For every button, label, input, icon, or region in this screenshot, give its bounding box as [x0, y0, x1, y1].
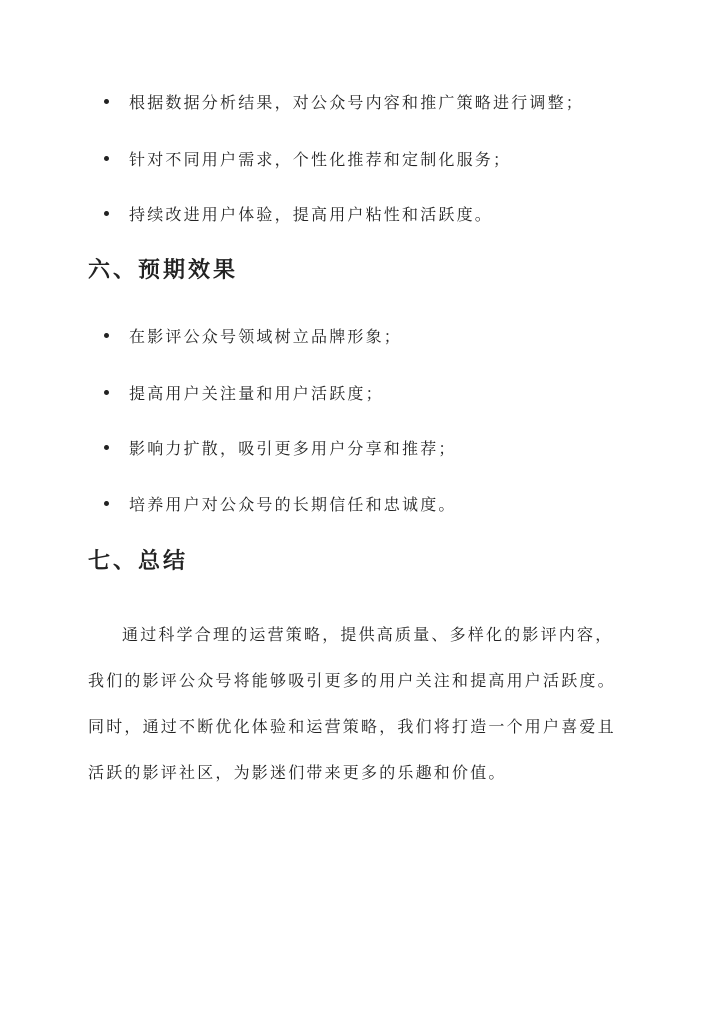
bullet-icon: [104, 211, 109, 216]
list-item: [104, 198, 493, 228]
bullet-icon: [104, 390, 109, 395]
summary-line: 同时，通过不断优化体验和运营策略，我们将打造一个用户喜爱且: [88, 717, 616, 736]
summary-paragraph: [88, 612, 648, 796]
list-item-text: 针对不同用户需求，个性化推荐和定制化服务；: [129, 149, 512, 169]
list-item-text: 持续改进用户体验，提高用户粘性和活跃度。: [129, 204, 494, 224]
bullet-icon: [104, 333, 109, 338]
list-item: [104, 320, 402, 350]
list-item-text: 影响力扩散，吸引更多用户分享和推荐；: [129, 438, 457, 458]
section-heading-summary: 七、总结: [88, 548, 189, 574]
list-item: [104, 377, 384, 407]
list-item: [104, 86, 584, 116]
section-heading-expected-results: 六、预期效果: [88, 257, 239, 283]
bullet-icon: [104, 99, 109, 104]
summary-line: 我们的影评公众号将能够吸引更多的用户关注和提高用户活跃度。: [88, 671, 616, 690]
summary-line: 活跃的影评社区，为影迷们带来更多的乐趣和价值。: [88, 763, 507, 782]
bullet-icon: [104, 156, 109, 161]
list-item: [104, 143, 511, 173]
list-item-text: 根据数据分析结果，对公众号内容和推广策略进行调整；: [129, 92, 585, 112]
bullet-icon: [104, 501, 109, 506]
list-item: [104, 432, 457, 462]
list-item-text: 培养用户对公众号的长期信任和忠诚度。: [129, 494, 457, 514]
list-item-text: 在影评公众号领域树立品牌形象；: [129, 326, 403, 346]
list-item-text: 提高用户关注量和用户活跃度；: [129, 383, 384, 403]
list-item: [104, 488, 457, 518]
summary-line: 通过科学合理的运营策略，提供高质量、多样化的影评内容，: [122, 625, 614, 644]
bullet-icon: [104, 445, 109, 450]
